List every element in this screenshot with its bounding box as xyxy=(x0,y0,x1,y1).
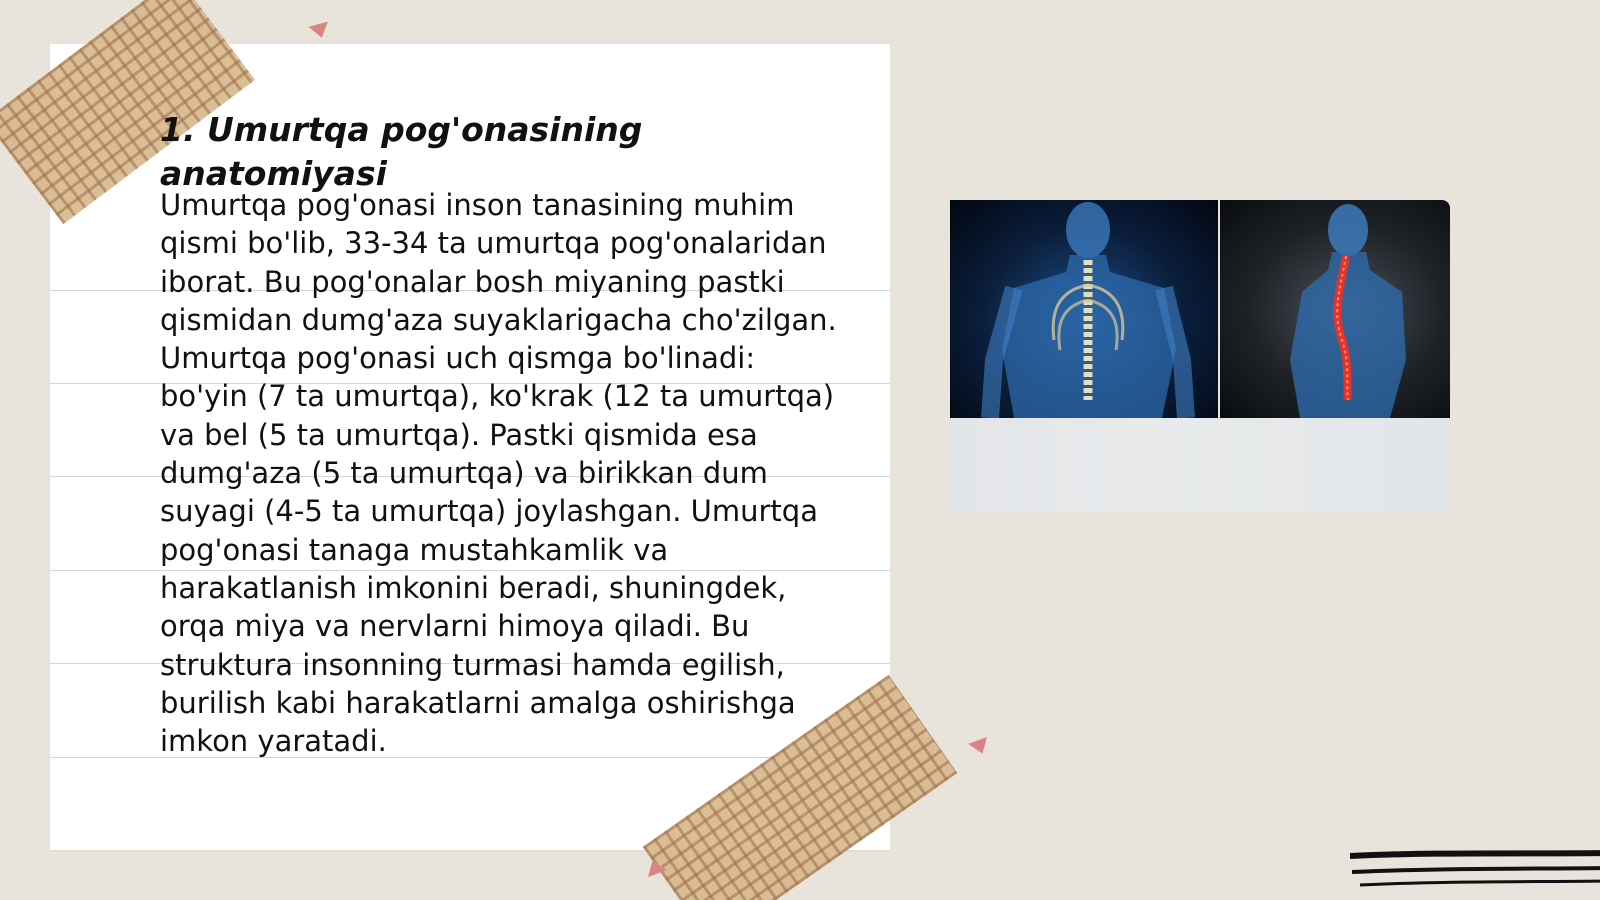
spine-side-illustration xyxy=(1220,200,1450,418)
spine-side-image xyxy=(1220,200,1450,418)
spine-back-image xyxy=(950,200,1218,418)
spine-figure xyxy=(950,200,1450,510)
decorative-lines xyxy=(1350,850,1600,900)
slide-body-text: Umurtqa pog'onasi inson tanasining muhim qismi bo'lib, 33-34 ta umurtqa pog'onalaridan iborat. Bu pog'onalar bosh miyaning pastki qismidan dumg'aza suyaklarigacha cho'zilgan. Umurtqa pog'onasi uch qismga bo'linadi: bo'yin (7 ta umurtqa), ko'krak (12 ta umurtqa) va bel (5 ta umurtqa). Pastki qismida esa dumg'aza (5 ta umurtqa) va birikkan dum suyagi (4-5 ta umurtqa) joylashgan. Umurtqa pog'onasi tanaga mustahkamlik va harakatlanish imkonini beradi, shuningdek, orqa miya va nervlarni himoya qiladi. Bu struktura insonning turmasi hamda egilish, burilish kabi harakatlarni amalga oshirishga imkon yaratadi. xyxy=(160,188,837,759)
spine-back-illustration xyxy=(950,200,1218,418)
slide-title: 1. Umurtqa pog'onasining anatomiyasi xyxy=(160,110,643,193)
pin-icon xyxy=(968,737,992,757)
pin-icon xyxy=(309,22,332,41)
figure-caption xyxy=(950,418,1450,512)
